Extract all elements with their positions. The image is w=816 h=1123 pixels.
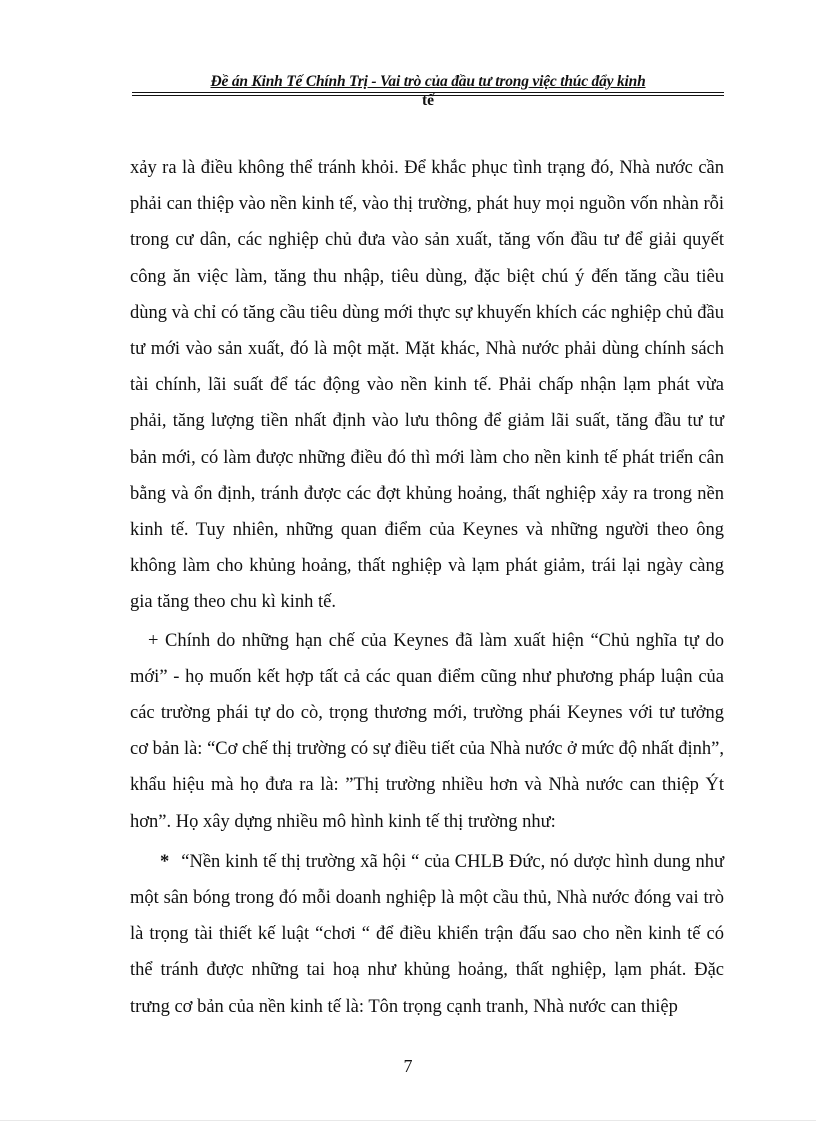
page-number: 7 [403,1056,413,1076]
paragraph-neoliberalism: + Chính do những hạn chế của Keynes đã làm xuất hiện “Chủ nghĩa tự do mới” - họ muốn kết hợp tất cả các quan điểm cũng như phương pháp luận của các trường phái tự do cò, trọng thương mới, trường phái Keynes với tư tưởng cơ bản là: “Cơ chế thị trường có sự điều tiết của Nhà nước ở mức độ nhất định”, khẩu hiệu mà họ đưa ra là: ”Thị trường nhiều hơn và Nhà nước can thiệp Ýt hơn”. Họ xây dựng nhiều mô hình kinh tế thị trường như: [130,630,725,832]
paragraph-continuation: xảy ra là điều không thể tránh khỏi. Để khắc phục tình trạng đó, Nhà nước cần phải can thiệp vào nền kinh tế, vào thị trường, phát huy mọi nguồn vốn nhàn rỗi trong cư dân, các nghiệp chủ đưa vào sản xuất, tăng vốn đầu tư để giải quyết công ăn việc làm, tăng thu nhập, tiêu dùng, đặc biệt chú ý đến tăng cầu tiêu dùng và chỉ có tăng cầu tiêu dùng mới thực sự khuyến khích các nghiệp chủ đầu tư mới vào sản xuất, đó là một mặt. Mặt khác, Nhà nước phải dùng chính sách tài chính, lãi suất để tác động vào nền kinh tế. Phải chấp nhận lạm phát vừa phải, tăng lượng tiền nhất định vào lưu thông để giảm lãi suất, tăng đầu tư tư bản mới, có làm được những điều đó thì mới làm cho nền kinh tế phát triển cân bằng và ổn định, tránh được các đợt khủng hoảng, thất nghiệp xảy ra trong nền kinh tế. Tuy nhiên, những quan điểm của Keynes và những người theo ông không làm cho khủng hoảng, thất nghiệp và lạm phát giảm, trái lại ngày càng gia tăng theo chu kì kinh tế. [130,158,724,613]
header-divider [132,92,724,96]
paragraph-social-market-economy [130,844,724,1025]
bullet-star-text: “Nền kinh tế thị trường xã hội “ của CHLB Đức, nó dược hình dung như một sân bóng trong đó mỗi doanh nghiệp là một cầu thủ, Nhà nước đóng vai trò là trọng tài thiết kế luật “chơi “ để điều khiển trận đấu sao cho nền kinh tế có thể tránh được những tai hoạ như khủng hoảng, thất nghiệp, lạm phát. Đặc trưng cơ bản của nền kinh tế là: Tôn trọng cạnh tranh, Nhà nước can thiệp [130,851,724,1017]
body-text [130,150,724,1025]
header-title-line-2: tế [421,92,435,109]
page-bottom-edge [0,1120,816,1121]
header-title-line-1: Đề án Kinh Tế Chính Trị - Vai trò của đầu tư trong việc thúc đẩy kinh [210,73,646,90]
running-header [128,72,728,110]
bullet-star-marker: * [160,851,170,872]
